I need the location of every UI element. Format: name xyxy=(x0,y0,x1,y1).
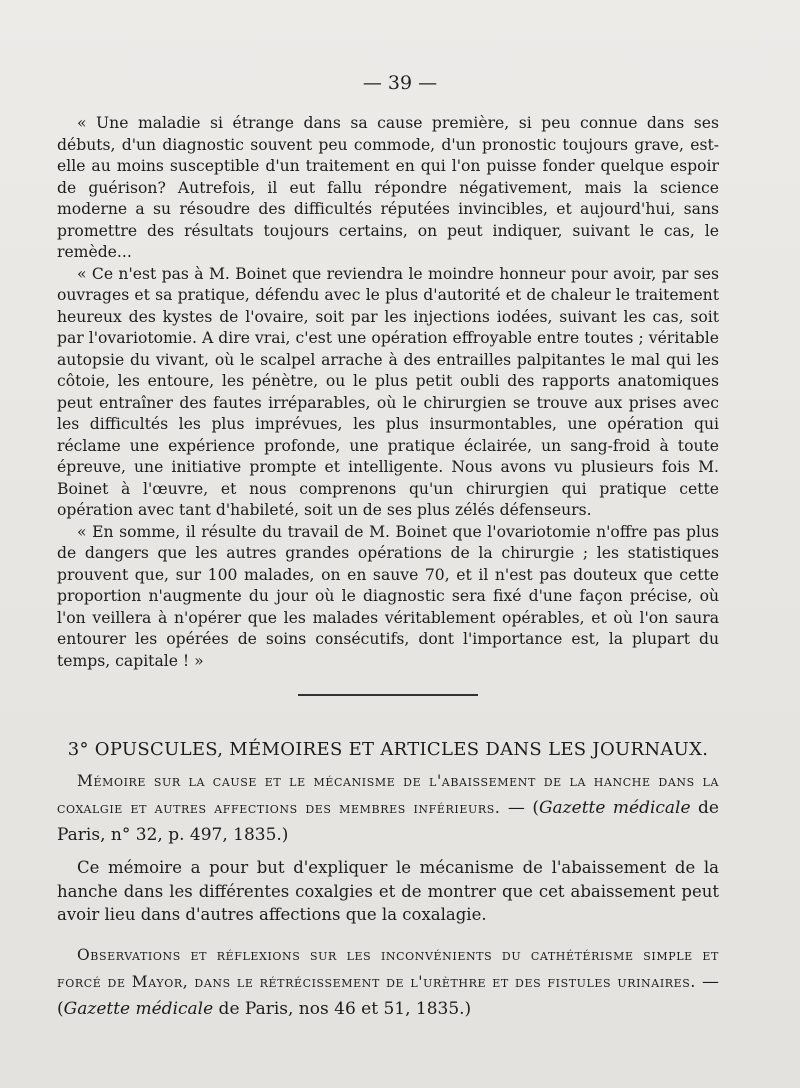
quote-paragraph-3: « En somme, il résulte du travail de M. Boinet que l'ovariotomie n'offre pas plus de dangers que les autres grandes opérations de la chirurgie ; les statistiques prouvent que, sur 100 malades, on en sauve 70, et il n'est pas douteux que cette proportion n'augmente du jour où le diagnostic sera fixé d'une façon précise, où l'on veillera à n'opérer que les malades véritablement opérables, et où l'on saura entourer les opérées de soins consécutifs, dont l'importance est, la plupart du temps, capitale ! » xyxy=(57,522,719,670)
entry-2-journal: Gazette médicale xyxy=(63,998,214,1019)
entry-1-title: Mémoire sur la cause et le mécanisme de l'abaissement de la hanche dans la coxalgie et autres affections des membres inférieurs. xyxy=(57,772,719,818)
entry-1-reference: de Paris, n° 32, p. 497, 1835.) xyxy=(57,798,719,846)
page-content xyxy=(57,113,719,1023)
entry-1-dash: — ( xyxy=(500,798,539,819)
quote-paragraph-2: « Ce n'est pas à M. Boinet que reviendra le moindre honneur pour avoir, par ses ouvrages et sa pratique, défendu avec le plus d'autorité et de chaleur le traitement heureux des kystes de l'ovaire, soit par les injections iodées, suivant les cas, soit par l'ovariotomie. A dire vrai, c'est une opération effroyable entre toutes ; véritable autopsie du vivant, où le scalpel arrache à des entrailles palpitantes le mal qui les côtoie, les entoure, les pénètre, ou le plus petit oubli des rapports anatomiques peut entraîner des fautes irréparables, où le chirurgien se trouve aux prises avec les difficultés les plus imprévues, les plus insurmontables, une opération qui réclame une expérience profonde, une pratique éclairée, un sang-froid à toute épreuve, une initiative prompte et intelligente. Nous avons vu plusieurs fois M. Boinet à l'œuvre, et nous comprenons qu'un chirurgien qui pratique cette opération avec tant d'habileté, soit un de ses plus zélés défenseurs. xyxy=(57,264,719,519)
entry-2-reference: de Paris, nos 46 et 51, 1835.) xyxy=(213,998,472,1019)
page-number: — 39 — xyxy=(362,72,438,94)
entry-1-description: Ce mémoire a pour but d'expliquer le mécanisme de l'abaissement de la hanche dans les différentes coxalgies et de montrer que cet abaissement peut avoir lieu dans d'autres affections que la coxalagie. xyxy=(57,858,719,925)
bibliography-entry-1 xyxy=(57,768,719,849)
section-title: 3° OPUSCULES, MÉMOIRES ET ARTICLES DANS LES JOURNAUX. xyxy=(67,738,709,760)
entry-2-title: Observations et réflexions sur les inconvénients du cathétérisme simple et forcé de Mayor, dans le rétrécissement de l'urèthre et des fistules urinaires. xyxy=(57,945,719,991)
quote-paragraph-1: « Une maladie si étrange dans sa cause première, si peu connue dans ses débuts, d'un diagnostic souvent peu commode, d'un pronostic toujours grave, est-elle au moins susceptible d'un traitement en qui l'on puisse fonder quelque espoir de guérison? Autrefois, il eut fallu répondre négativement, mais la science moderne a su résoudre des difficultés réputées invincibles, et aujourd'hui, sans promettre des résultats toujours certains, on peut indiquer, suivant le cas, le remède... xyxy=(57,114,719,261)
section-divider xyxy=(298,694,478,696)
bibliography-entry-2 xyxy=(57,942,719,1023)
entry-1-journal: Gazette médicale xyxy=(538,798,691,819)
entry-2-dash: — ( xyxy=(57,971,720,1019)
